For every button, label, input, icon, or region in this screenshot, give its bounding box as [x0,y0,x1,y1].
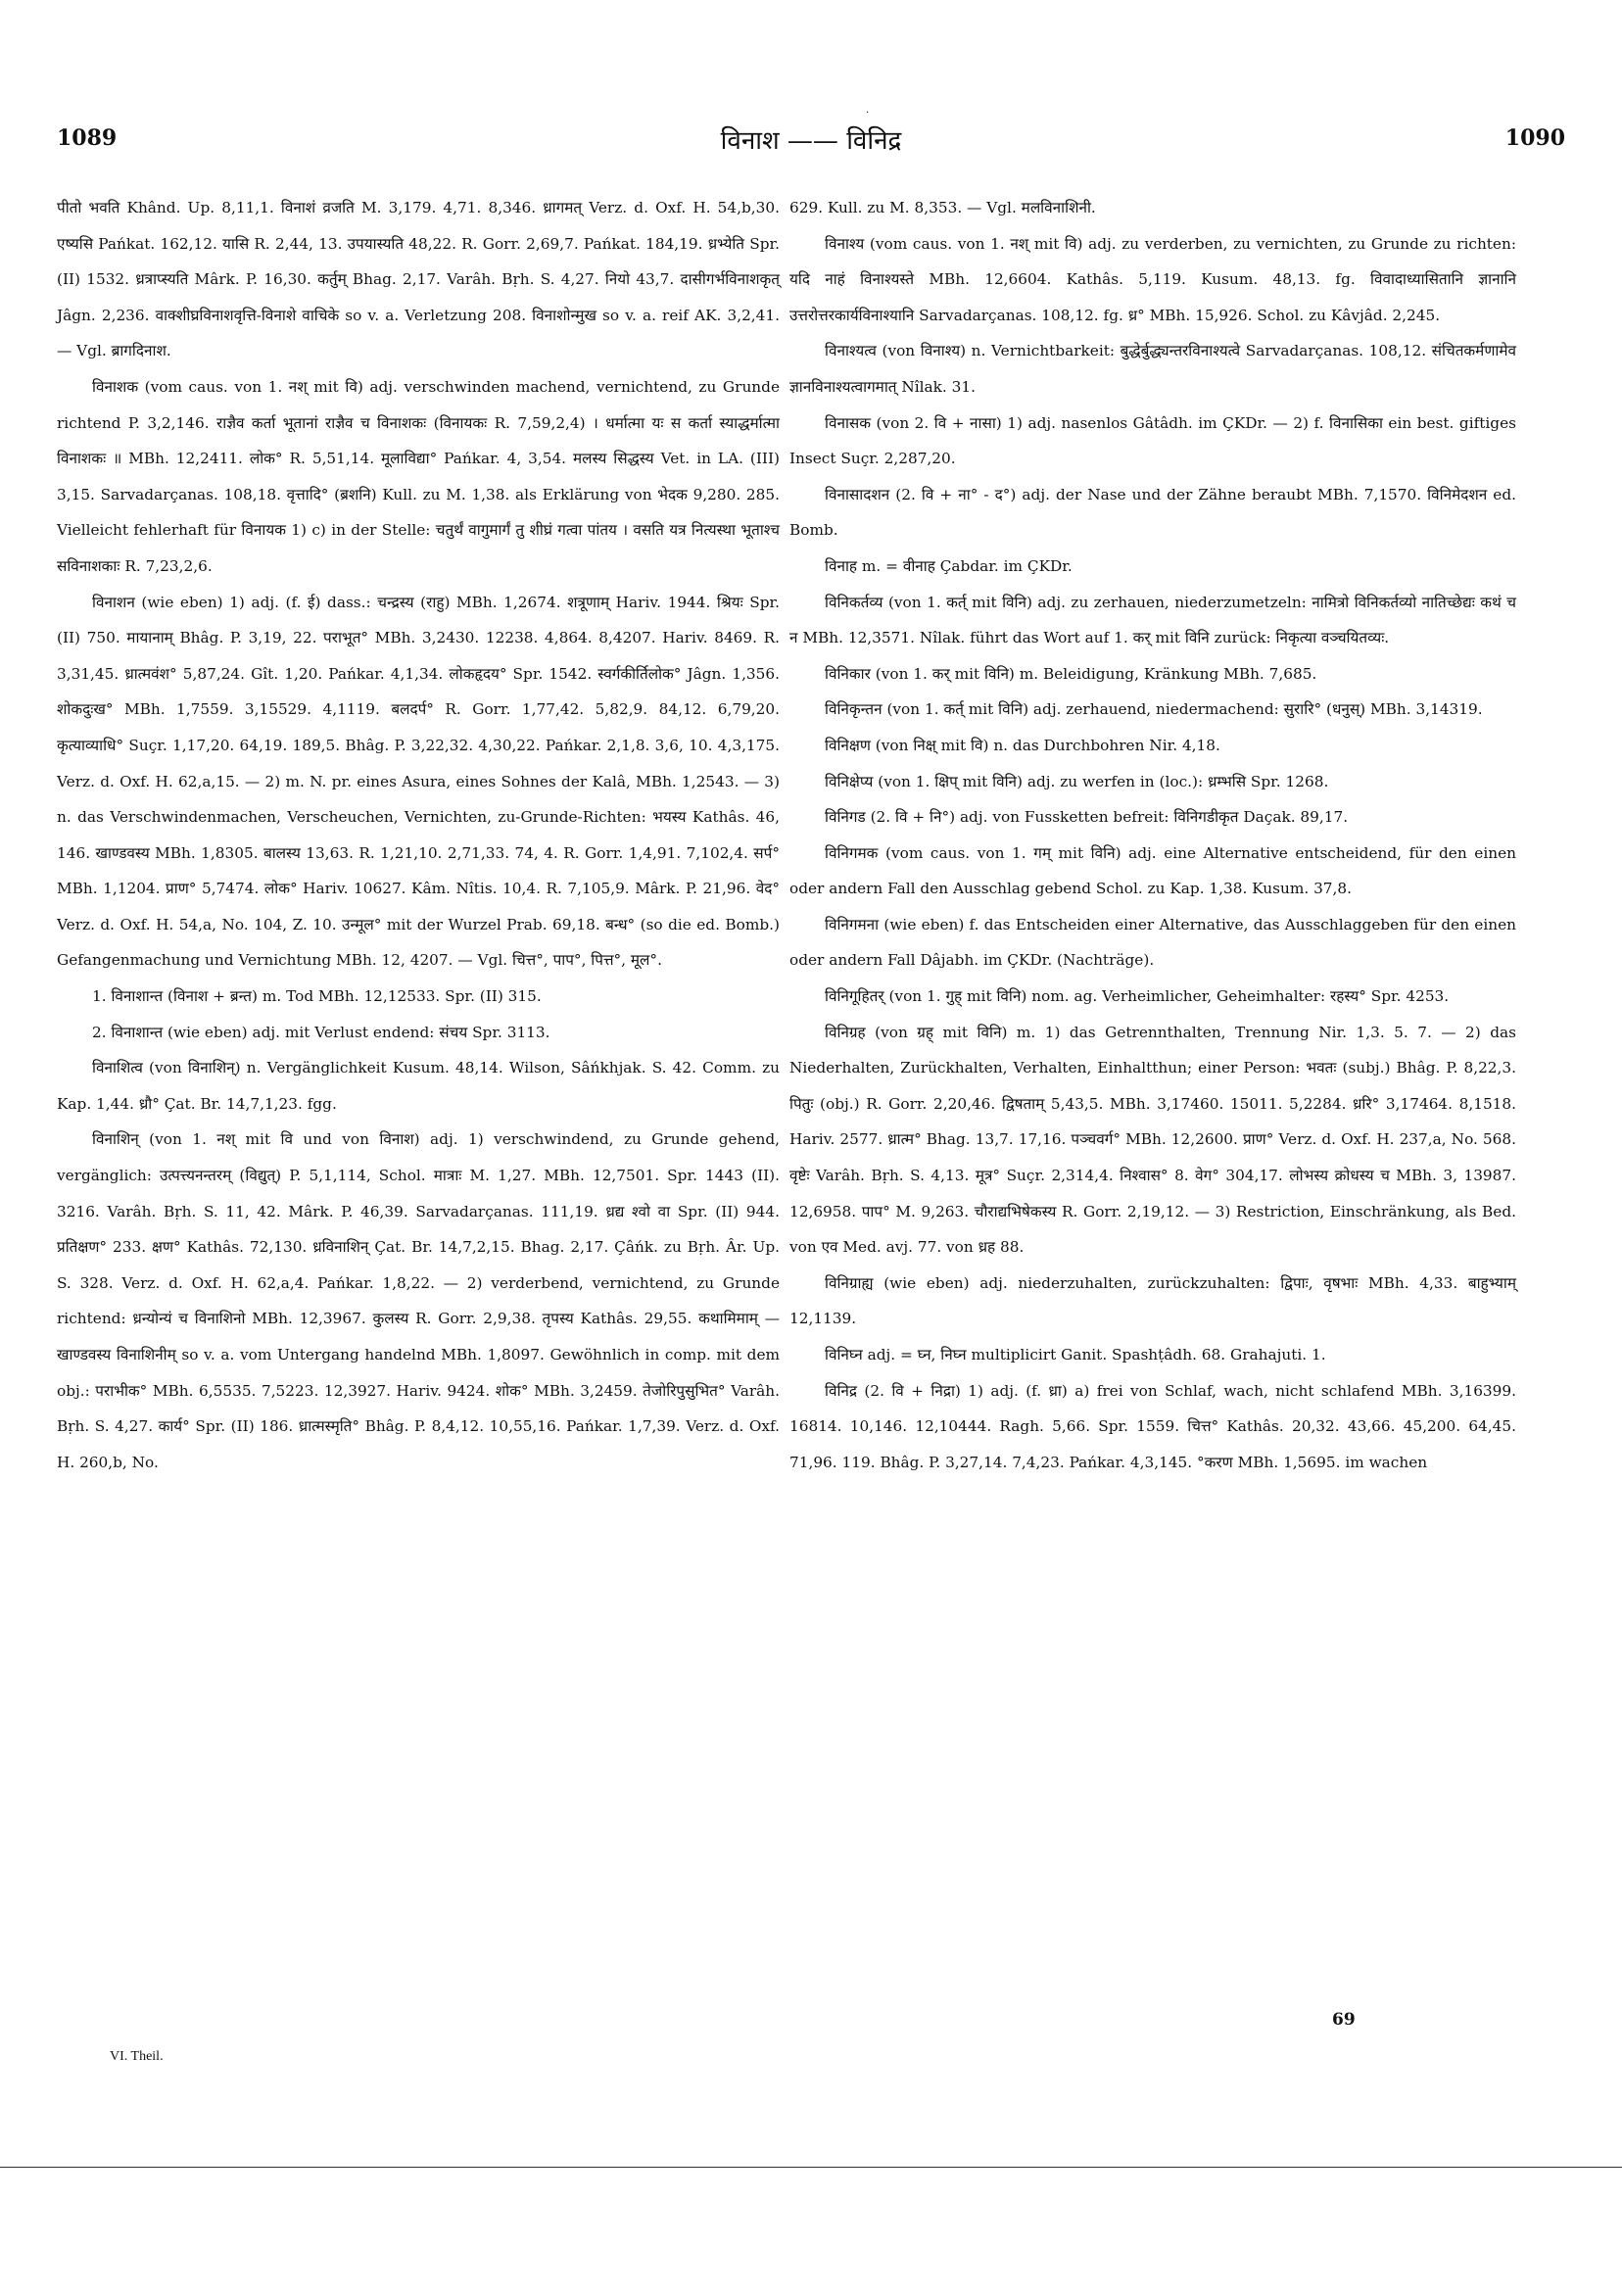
entry-viniksana: विनिक्षण (von निक्ष् mit वि) n. das Durchbohren Nir. 4,18. [825,736,1220,754]
entry-vinigrahya: विनिग्राह्य (wie eben) adj. niederzuhalten, zurückzuhalten: द्विपाः, वृषभाः MBh. 4,33. बाहुभ्याम् 12,1139. [789,1273,1516,1328]
entry-vinashin: विनाशिन् (von 1. नश् mit वि und von विनाश) adj. 1) verschwindend, zu Grunde gehend, vergänglich: उत्पत्त्यनन्तरम् (विद्युत्) P. 5,1,114, Schol. मात्राः M. 1,27. MBh. 12,7501. Spr. 1443 (II). 3216. Varâh. Bṛh. S. 11, 42. Mârk. P. 46,39. Sarvadarçanas. 111,19. ध्रद्य श्वो वा Spr. (II) 944. प्रतिक्षण° 233. क्षण° Kathâs. 72,130. ध्रविनाशिन् Çat. Br. 14,7,2,15. Bhag. 2,17. Çâńk. zu Bṛh. Âr. Up. S. 328. Verz. d. Oxf. H. 62,a,4. Pańkar. 1,8,22. — 2) verderbend, vernichtend, zu Grunde richtend: ध्रन्योन्यं च विनाशिनो MBh. 12,3967. कुलस्य R. Gorr. 2,9,38. तृपस्य Kathâs. 29,55. कथामिमाम् — खाण्डवस्य विनाशिनीम् so v. a. vom Untergang handelnd MBh. 1,8097. Gewöhnlich in comp. mit dem obj.: पराभीक° MBh. 6,5535. 7,5223. 12,3927. Hariv. 9424. शोक° MBh. 3,2459. तेजोरिपुसुभित° Varâh. Bṛh. S. 4,27. कार्य° Spr. (II) 186. ध्रात्मस्मृति° Bhâg. P. 8,4,12. 10,55,16. Pańkar. 1,7,39. Verz. d. Oxf. H. 260,b, No. [57,1130,780,1471]
entry-vinashanta-1: 1. विनाशान्त (विनाश + ब्रन्त) m. Tod MBh. 12,12533. Spr. (II) 315. [92,987,542,1006]
page-dot: · [866,108,870,119]
page-number-left: 1089 [57,125,118,151]
page-header [57,125,1565,165]
page-number-right: 1090 [1504,125,1565,151]
right-column [789,190,1516,1480]
entry-vinighna: विनिघ्न adj. = घ्न, निघ्न multiplicirt Ganit. Spashṭâdh. 68. Grahajuti. 1. [825,1346,1326,1363]
entry-vinikara: विनिकार (von 1. कर् mit विनि) m. Beleidigung, Kränkung MBh. 7,685. [825,664,1317,683]
entry-vinashanta-2: 2. विनाशान्त (wie eben) adj. mit Verlust endend: संचय Spr. 3113. [92,1023,550,1041]
entry-vinidra: विनिद्र (2. वि + निद्रा) 1) adj. (f. ध्रा) a) frei von Schlaf, wach, nicht schlafend MBh. 3,16399. 16814. 10,146. 12,10444. Ragh. 5,66. Spr. 1559. चित्त° Kathâs. 20,32. 43,66. 45,200. 64,45. 71,96. 119. Bhâg. P. 3,27,14. 7,4,23. Pańkar. 4,3,145. °करण MBh. 1,5695. im wachen [789,1381,1516,1471]
sheet-signature: 69 [1332,2010,1356,2030]
entry-continuation-right: 629. Kull. zu M. 8,353. — Vgl. मलविनाशिनी. [789,199,1096,216]
entry-vinashya: विनाश्य (vom caus. von 1. नश् mit वि) adj. zu verderben, zu vernichten, zu Grunde zu richten: यदि नाहं विनाश्यस्ते MBh. 12,6604. Kathâs. 5,119. Kusum. 48,13. fg. विवादाध्यासितानि ज्ञानानि उत्तरोत्तरकार्यविनाश्यानि Sarvadarçanas. 108,12. fg. ध्र° MBh. 15,926. Schol. zu Kâvjâd. 2,245. [789,234,1516,324]
entry-vinigamaka: विनिगमक (vom caus. von 1. गम् mit विनि) adj. eine Alternative entscheidend, für den einen oder andern Fall den Ausschlag gebend Schol. zu Kap. 1,38. Kusum. 37,8. [789,843,1516,898]
entry-viniguhitar: विनिगूहितर् (von 1. गुह् mit विनि) nom. ag. Verheimlicher, Geheimhalter: रहस्य° Spr. 4253. [825,987,1450,1006]
entry-vinasaka: विनासक (von 2. वि + नासा) 1) adj. nasenlos Gâtâdh. im ÇKDr. — 2) f. विनासिका ein best. giftiges Insect Suçr. 2,287,20. [789,413,1516,468]
entry-vinikrntana: विनिकृन्तन (von 1. कर्त् mit विनि) adj. zerhauend, niedermachend: सुरारि° (धनुस्) MBh. 3,14319. [825,700,1483,719]
running-title: विनाश —— विनिद्र [720,126,902,156]
entry-vinigada: विनिगड (2. वि + नि°) adj. von Fussketten befreit: विनिगडीकृत Daçak. 89,17. [825,808,1349,827]
entry-vinashitva: विनाशित्व (von विनाशिन्) n. Vergänglichkeit Kusum. 48,14. Wilson, Sâńkhjak. S. 42. Comm. zu Kap. 1,44. ध्रौ° Çat. Br. 14,7,1,23. fgg. [57,1059,780,1113]
entry-vinashaka: विनाशक (vom caus. von 1. नश् mit वि) adj. verschwinden machend, vernichtend, zu Grunde richtend P. 3,2,146. राज्ञैव कर्ता भूतानां राज्ञैव च विनाशकः (विनायकः R. 7,59,2,4) । धर्मात्मा यः स कर्ता स्याद्धर्मात्मा विनाशकः ॥ MBh. 12,2411. लोक° R. 5,51,14. मूलाविद्या° Pańkar. 4, 3,54. मलस्य सिद्धस्य Vet. in LA. (III) 3,15. Sarvadarçanas. 108,18. वृत्तादि° (ब्रशनि) Kull. zu M. 1,38. als Erklärung von भेदक 9,280. 285. Vielleicht fehlerhaft für विनायक 1) c) in der Stelle: चतुर्थं वागुमार्गं तु शीघ्रं गत्वा पांतय । वसति यत्र नित्यस्था भूताश्च सविनाशकाः R. 7,23,2,6. [57,377,780,575]
entry-vinaha: विनाह m. = वीनाह Çabdar. im ÇKDr. [825,556,1073,575]
entry-vinikartavya: विनिकर्तव्य (von 1. कर्त् mit विनि) adj. zu zerhauen, niederzumetzeln: नामित्रो विनिकर्तव्यो नातिच्छेद्यः कथं च न MBh. 12,3571. Nîlak. führt das Wort auf 1. कर् mit विनि zurück: निकृत्या वञ्चयितव्यः. [789,593,1516,647]
entry-vinasadashana: विनासादशन (2. वि + ना° - द°) adj. der Nase und der Zähne beraubt MBh. 7,1570. विनिमेदशन ed. Bomb. [789,485,1516,540]
bottom-rule [0,2167,1622,2168]
left-column [57,190,780,1480]
entry-vinigraha: विनिग्रह (von ग्रह् mit विनि) m. 1) das Getrennthalten, Trennung Nir. 1,3. 5. 7. — 2) das Niederhalten, Zurückhalten, Verhalten, Einhaltthun; einer Person: भवतः (subj.) Bhâg. P. 8,22,3. पितुः (obj.) R. Gorr. 2,20,46. द्विषताम् 5,43,5. MBh. 3,17460. 15011. 5,2284. ध्ररि° 3,17464. 8,1518. Hariv. 2577. ध्रात्म° Bhag. 13,7. 17,16. पञ्चवर्ग° MBh. 12,2600. प्राण° Verz. d. Oxf. H. 237,a, No. 568. वृष्टेः Varâh. Bṛh. S. 4,13. मूत्र° Suçr. 2,314,4. निश्वास° 8. वेग° 304,17. लोभस्य क्रोधस्य च MBh. 3, 13987. 12,6958. पाप° M. 9,263. चौराद्यभिषेकस्य R. Gorr. 2,19,12. — 3) Restriction, Einschränkung, als Bed. von एव Med. avj. 77. von ध्रह 88. [789,1023,1516,1257]
entry-continuation: पीतो भवति Khând. Up. 8,11,1. विनाशं व्रजति M. 3,179. 4,71. 8,346. ध्रागमत् Verz. d. Oxf. H. 54,b,30. एष्यसि Pańkat. 162,12. यासि R. 2,44, 13. उपयास्यति 48,22. R. Gorr. 2,69,7. Pańkat. 184,19. ध्रभ्येति Spr. (II) 1532. ध्रत्राप्स्यति Mârk. P. 16,30. कर्तुम् Bhag. 2,17. Varâh. Bṛh. S. 4,27. नियो 43,7. दासीगर्भविनाशकृत् Jâgn. 2,236. वाक्शीघ्रविनाशवृत्ति-विनाशे वाचिके so v. a. Verletzung 208. विनाशोन्मुख so v. a. reif AK. 3,2,41. — Vgl. ब्रागदिनाश. [57,199,780,360]
entry-viniksepya: विनिक्षेप्य (von 1. क्षिप् mit विनि) adj. zu werfen in (loc.): ध्रम्भसि Spr. 1268. [825,772,1329,790]
entry-vinashyatva: विनाश्यत्व (von विनाश्य) n. Vernichtbarkeit: बुद्धेर्बुद्ध्यन्तरविनाश्यत्वे Sarvadarçanas. 108,12. संचितकर्मणामेव ज्ञानविनाश्यत्वागमात् Nîlak. 31. [789,342,1516,396]
volume-signature: VI. Theil. [110,2049,164,2064]
entry-vinigamana: विनिगमना (wie eben) f. das Entscheiden einer Alternative, das Ausschlaggeben für den einen oder andern Fall Dâjabh. im ÇKDr. (Nachträge). [789,915,1516,970]
entry-vinashana: विनाशन (wie eben) 1) adj. (f. ई) dass.: चन्द्रस्य (राहु) MBh. 1,2674. शत्रूणाम् Hariv. 1944. श्रियः Spr. (II) 750. मायानाम् Bhâg. P. 3,19, 22. पराभूत° MBh. 3,2430. 12238. 4,864. 8,4207. Hariv. 8469. R. 3,31,45. ध्रात्मवंश° 5,87,24. Gît. 1,20. Pańkar. 4,1,34. लोकहृदय° Spr. 1542. स्वर्गकीर्तिलोक° Jâgn. 1,356. शोकदुःख° MBh. 1,7559. 3,15529. 4,1119. बलदर्प° R. Gorr. 1,77,42. 5,82,9. 84,12. 6,79,20. कृत्याव्याधि° Suçr. 1,17,20. 64,19. 189,5. Bhâg. P. 3,22,32. 4,30,22. Pańkar. 2,1,8. 3,6, 10. 4,3,175. Verz. d. Oxf. H. 62,a,15. — 2) m. N. pr. eines Asura, eines Sohnes der Kalâ, MBh. 1,2543. — 3) n. das Verschwindenmachen, Verscheuchen, Vernichten, zu-Grunde-Richten: भयस्य Kathâs. 46, 146. खाण्डवस्य MBh. 1,8305. बालस्य 13,63. R. 1,21,10. 2,71,33. 74, 4. R. Gorr. 1,4,91. 7,102,4. सर्प° MBh. 1,1204. प्राण° 5,7474. लोक° Hariv. 10627. Kâm. Nîtis. 10,4. R. 7,105,9. Mârk. P. 21,96. वेद° Verz. d. Oxf. H. 54,a, No. 104, Z. 10. उन्मूल° mit der Wurzel Prab. 69,18. बन्ध° (so die ed. Bomb.) Gefangenmachung und Vernichtung MBh. 12, 4207. — Vgl. चित्त°, पाप°, पित्त°, मूल°. [57,593,780,970]
